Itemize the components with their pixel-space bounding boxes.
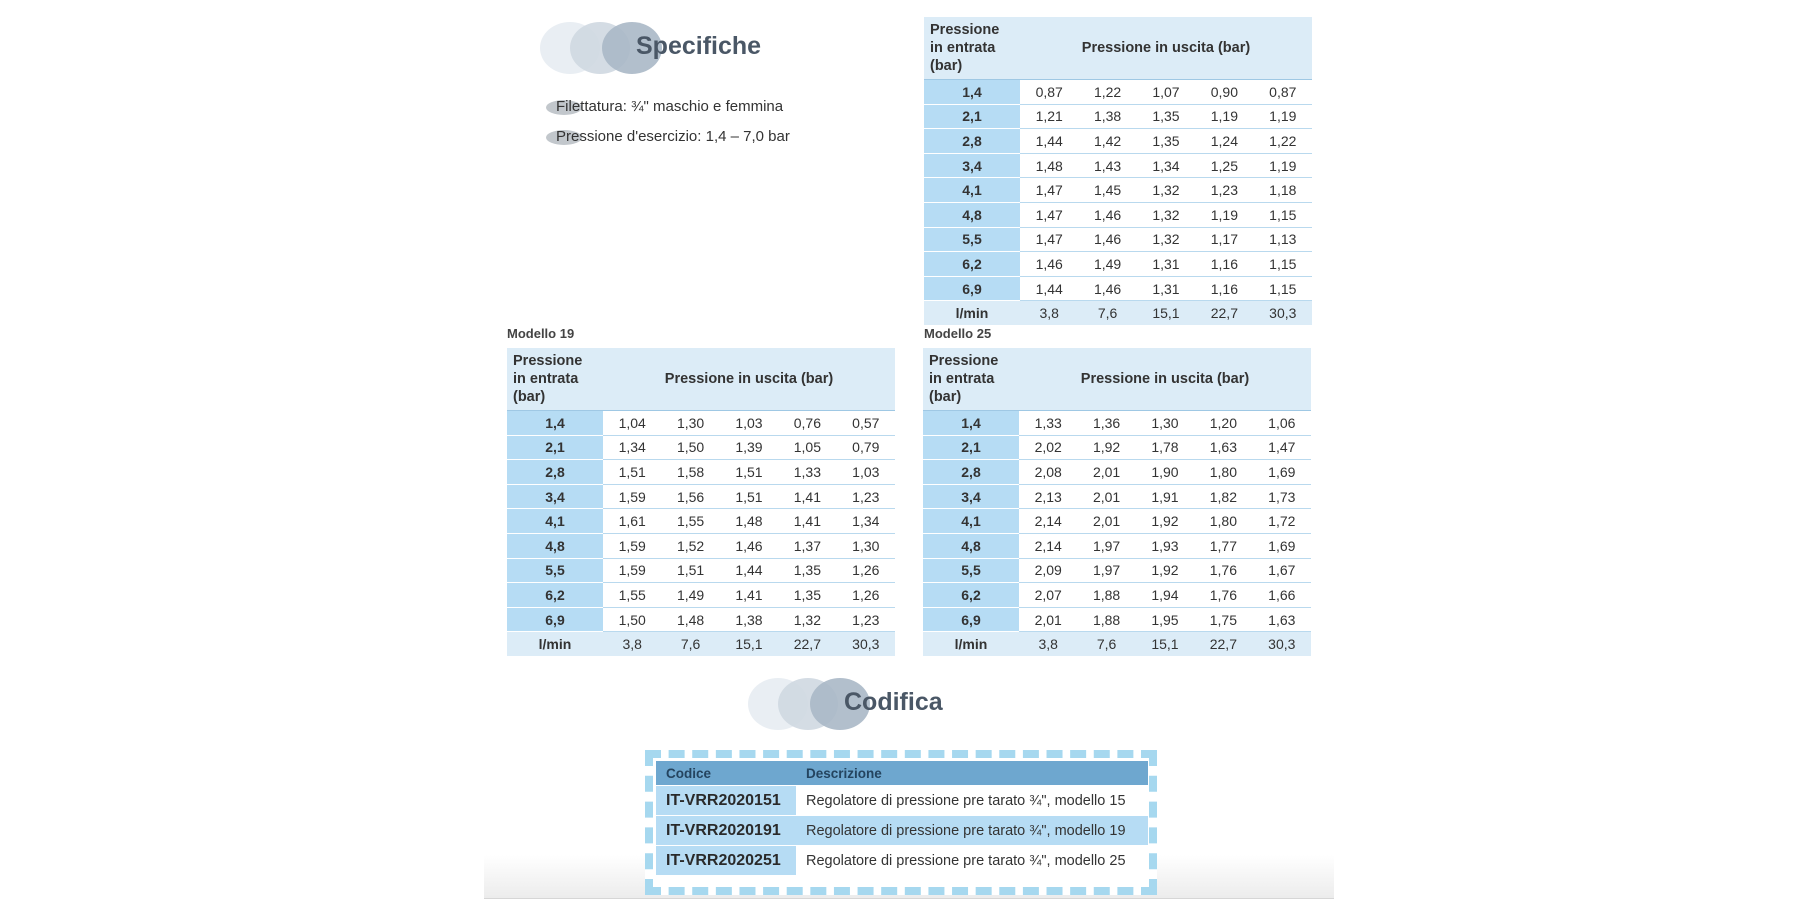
outlet-pressure-value: 1,15: [1254, 202, 1312, 227]
outlet-pressure-value: 1,19: [1195, 202, 1253, 227]
outlet-pressure-value: 1,80: [1194, 460, 1252, 485]
outlet-pressure-value: 1,13: [1254, 227, 1312, 252]
outlet-pressure-value: 2,13: [1019, 484, 1077, 509]
outlet-pressure-value: 1,46: [1078, 202, 1136, 227]
outlet-pressure-value: 1,35: [1137, 104, 1195, 129]
flow-value: 30,3: [837, 632, 895, 656]
outlet-pressure-value: 1,06: [1253, 411, 1311, 436]
outlet-pressure-value: 2,09: [1019, 558, 1077, 583]
outlet-pressure-header: Pressione in uscita (bar): [603, 348, 895, 411]
inlet-pressure-value: 2,8: [507, 460, 603, 485]
outlet-pressure-value: 1,73: [1253, 484, 1311, 509]
inlet-pressure-value: 6,2: [923, 583, 1019, 608]
product-description: Regolatore di pressione pre tarato ¾", modello 25: [796, 846, 1148, 876]
table-row: [924, 129, 1312, 154]
outlet-pressure-value: 1,38: [720, 607, 778, 632]
inlet-pressure-header: Pressione in entrata (bar): [923, 348, 1019, 411]
outlet-pressure-value: 1,59: [603, 484, 661, 509]
modello-25-label: Modello 25: [924, 326, 992, 341]
table-row: [924, 227, 1312, 252]
table-row: [923, 484, 1311, 509]
outlet-pressure-value: 1,46: [1020, 252, 1078, 277]
outlet-pressure-header: Pressione in uscita (bar): [1019, 348, 1311, 411]
outlet-pressure-value: 1,56: [661, 484, 719, 509]
outlet-pressure-value: 1,03: [720, 411, 778, 436]
outlet-pressure-value: 1,97: [1077, 533, 1135, 558]
inlet-pressure-value: 1,4: [924, 80, 1020, 105]
flow-value: 3,8: [603, 632, 661, 656]
outlet-pressure-value: 1,37: [778, 533, 836, 558]
flow-row: [507, 632, 895, 656]
outlet-pressure-value: 1,20: [1194, 411, 1252, 436]
outlet-pressure-value: 1,95: [1136, 607, 1194, 632]
product-code: IT-VRR2020151: [656, 786, 796, 816]
outlet-pressure-value: 1,97: [1077, 558, 1135, 583]
flow-value: 15,1: [1137, 301, 1195, 325]
outlet-pressure-value: 1,50: [603, 607, 661, 632]
flow-value: 3,8: [1020, 301, 1078, 325]
outlet-pressure-value: 1,31: [1137, 252, 1195, 277]
outlet-pressure-value: 1,67: [1253, 558, 1311, 583]
table-row: [507, 558, 895, 583]
flow-value: 15,1: [720, 632, 778, 656]
inlet-pressure-value: 4,8: [923, 533, 1019, 558]
outlet-pressure-value: 1,21: [1020, 104, 1078, 129]
table-row: [923, 558, 1311, 583]
outlet-pressure-value: 1,30: [837, 533, 895, 558]
outlet-pressure-value: 1,44: [1020, 276, 1078, 301]
inlet-pressure-value: 4,1: [923, 509, 1019, 534]
codifica-box: [645, 750, 1157, 895]
outlet-pressure-value: 1,50: [661, 435, 719, 460]
table-row: [924, 80, 1312, 105]
codifica-row: [656, 816, 1148, 846]
inlet-pressure-value: 3,4: [507, 484, 603, 509]
flow-value: 15,1: [1136, 632, 1194, 656]
outlet-pressure-value: 2,14: [1019, 533, 1077, 558]
outlet-pressure-value: 1,03: [837, 460, 895, 485]
inlet-pressure-value: 6,2: [507, 583, 603, 608]
inlet-pressure-value: 1,4: [923, 411, 1019, 436]
outlet-pressure-value: 1,52: [661, 533, 719, 558]
outlet-pressure-value: 1,72: [1253, 509, 1311, 534]
outlet-pressure-value: 1,35: [778, 583, 836, 608]
inlet-pressure-value: 6,9: [924, 276, 1020, 301]
outlet-pressure-value: 1,94: [1136, 583, 1194, 608]
outlet-pressure-value: 2,07: [1019, 583, 1077, 608]
pressure-table-top: [924, 17, 1312, 325]
outlet-pressure-value: 2,02: [1019, 435, 1077, 460]
outlet-pressure-value: 1,92: [1136, 509, 1194, 534]
flow-row: [923, 632, 1311, 656]
outlet-pressure-value: 1,39: [720, 435, 778, 460]
table-header-row: [924, 17, 1312, 80]
outlet-pressure-value: 1,92: [1077, 435, 1135, 460]
outlet-pressure-value: 0,57: [837, 411, 895, 436]
outlet-pressure-value: 1,82: [1194, 484, 1252, 509]
outlet-pressure-value: 1,55: [661, 509, 719, 534]
flow-label: l/min: [507, 632, 603, 656]
outlet-pressure-value: 1,75: [1194, 607, 1252, 632]
codice-column-header: Codice: [656, 761, 796, 786]
inlet-pressure-value: 2,1: [924, 104, 1020, 129]
outlet-pressure-value: 1,33: [778, 460, 836, 485]
outlet-pressure-value: 1,78: [1136, 435, 1194, 460]
outlet-pressure-value: 1,34: [1137, 153, 1195, 178]
table-row: [507, 484, 895, 509]
codifica-table: [656, 761, 1148, 875]
outlet-pressure-value: 1,63: [1253, 607, 1311, 632]
table-row: [924, 178, 1312, 203]
outlet-pressure-value: 1,04: [603, 411, 661, 436]
table-row: [923, 607, 1311, 632]
product-description: Regolatore di pressione pre tarato ¾", modello 15: [796, 786, 1148, 816]
outlet-pressure-value: 0,76: [778, 411, 836, 436]
outlet-pressure-value: 1,46: [1078, 227, 1136, 252]
outlet-pressure-value: 1,23: [1195, 178, 1253, 203]
flow-value: 22,7: [778, 632, 836, 656]
outlet-pressure-value: 1,25: [1195, 153, 1253, 178]
outlet-pressure-value: 1,47: [1020, 227, 1078, 252]
product-code: IT-VRR2020251: [656, 846, 796, 876]
outlet-pressure-value: 2,08: [1019, 460, 1077, 485]
table-header-row: [923, 348, 1311, 411]
outlet-pressure-value: 1,26: [837, 558, 895, 583]
table-row: [923, 583, 1311, 608]
outlet-pressure-value: 2,14: [1019, 509, 1077, 534]
outlet-pressure-value: 1,17: [1195, 227, 1253, 252]
product-description: Regolatore di pressione pre tarato ¾", modello 19: [796, 816, 1148, 846]
outlet-pressure-value: 1,32: [778, 607, 836, 632]
outlet-pressure-value: 1,30: [1136, 411, 1194, 436]
outlet-pressure-value: 1,59: [603, 533, 661, 558]
flow-value: 30,3: [1253, 632, 1311, 656]
outlet-pressure-value: 1,69: [1253, 533, 1311, 558]
outlet-pressure-value: 1,34: [603, 435, 661, 460]
outlet-pressure-value: 1,35: [1137, 129, 1195, 154]
table-row: [924, 276, 1312, 301]
inlet-pressure-value: 2,8: [923, 460, 1019, 485]
flow-label: l/min: [924, 301, 1020, 325]
codifica-title: Codifica: [844, 688, 943, 716]
table-row: [507, 533, 895, 558]
outlet-pressure-value: 2,01: [1077, 509, 1135, 534]
outlet-pressure-value: 1,16: [1195, 252, 1253, 277]
outlet-pressure-value: 0,79: [837, 435, 895, 460]
outlet-pressure-value: 2,01: [1077, 484, 1135, 509]
table-row: [507, 509, 895, 534]
outlet-pressure-value: 1,49: [1078, 252, 1136, 277]
codifica-row: [656, 786, 1148, 816]
outlet-pressure-value: 1,32: [1137, 227, 1195, 252]
outlet-pressure-value: 1,59: [603, 558, 661, 583]
pressure-table-modello-25: [923, 348, 1311, 656]
outlet-pressure-value: 1,35: [778, 558, 836, 583]
specs-list: [544, 96, 790, 156]
outlet-pressure-value: 1,46: [1078, 276, 1136, 301]
inlet-pressure-value: 2,1: [507, 435, 603, 460]
outlet-pressure-value: 1,22: [1254, 129, 1312, 154]
outlet-pressure-value: 1,77: [1194, 533, 1252, 558]
codifica-row: [656, 846, 1148, 876]
outlet-pressure-value: 1,41: [778, 484, 836, 509]
flow-value: 22,7: [1195, 301, 1253, 325]
outlet-pressure-value: 1,16: [1195, 276, 1253, 301]
outlet-pressure-value: 1,80: [1194, 509, 1252, 534]
outlet-pressure-value: 1,23: [837, 607, 895, 632]
inlet-pressure-value: 6,9: [507, 607, 603, 632]
outlet-pressure-value: 1,44: [1020, 129, 1078, 154]
modello-19-label: Modello 19: [507, 326, 575, 341]
outlet-pressure-value: 1,19: [1195, 104, 1253, 129]
outlet-pressure-value: 2,01: [1077, 460, 1135, 485]
inlet-pressure-value: 6,2: [924, 252, 1020, 277]
flow-row: [924, 301, 1312, 325]
inlet-pressure-value: 1,4: [507, 411, 603, 436]
inlet-pressure-value: 4,8: [924, 202, 1020, 227]
inlet-pressure-value: 2,8: [924, 129, 1020, 154]
flow-value: 3,8: [1019, 632, 1077, 656]
table-row: [923, 460, 1311, 485]
inlet-pressure-value: 4,8: [507, 533, 603, 558]
outlet-pressure-value: 1,46: [720, 533, 778, 558]
outlet-pressure-value: 1,58: [661, 460, 719, 485]
outlet-pressure-value: 1,76: [1194, 558, 1252, 583]
outlet-pressure-value: 1,47: [1020, 202, 1078, 227]
outlet-pressure-value: 2,01: [1019, 607, 1077, 632]
table-row: [507, 583, 895, 608]
outlet-pressure-value: 0,90: [1195, 80, 1253, 105]
descrizione-column-header: Descrizione: [796, 761, 1148, 786]
outlet-pressure-value: 1,32: [1137, 202, 1195, 227]
outlet-pressure-value: 1,51: [720, 460, 778, 485]
outlet-pressure-value: 1,47: [1253, 435, 1311, 460]
outlet-pressure-value: 1,33: [1019, 411, 1077, 436]
outlet-pressure-value: 1,15: [1254, 276, 1312, 301]
inlet-pressure-header: Pressione in entrata (bar): [924, 17, 1020, 80]
outlet-pressure-value: 1,51: [603, 460, 661, 485]
inlet-pressure-value: 2,1: [923, 435, 1019, 460]
outlet-pressure-value: 1,38: [1078, 104, 1136, 129]
pressure-table-modello-19: [507, 348, 895, 656]
inlet-pressure-header: Pressione in entrata (bar): [507, 348, 603, 411]
outlet-pressure-value: 1,42: [1078, 129, 1136, 154]
outlet-pressure-value: 1,23: [837, 484, 895, 509]
outlet-pressure-value: 1,24: [1195, 129, 1253, 154]
flow-label: l/min: [923, 632, 1019, 656]
table-row: [507, 607, 895, 632]
outlet-pressure-value: 1,63: [1194, 435, 1252, 460]
flow-value: 30,3: [1254, 301, 1312, 325]
outlet-pressure-value: 1,48: [720, 509, 778, 534]
spec-text: Filettatura: ¾" maschio e femmina: [556, 98, 784, 115]
outlet-pressure-value: 1,31: [1137, 276, 1195, 301]
inlet-pressure-value: 4,1: [924, 178, 1020, 203]
outlet-pressure-value: 0,87: [1254, 80, 1312, 105]
outlet-pressure-value: 1,30: [661, 411, 719, 436]
outlet-pressure-value: 1,69: [1253, 460, 1311, 485]
outlet-pressure-value: 1,48: [661, 607, 719, 632]
table-row: [924, 252, 1312, 277]
table-row: [924, 104, 1312, 129]
outlet-pressure-value: 1,91: [1136, 484, 1194, 509]
inlet-pressure-value: 3,4: [923, 484, 1019, 509]
outlet-pressure-value: 1,66: [1253, 583, 1311, 608]
table-row: [923, 509, 1311, 534]
table-header-row: [507, 348, 895, 411]
outlet-pressure-value: 1,45: [1078, 178, 1136, 203]
outlet-pressure-value: 1,55: [603, 583, 661, 608]
outlet-pressure-value: 1,44: [720, 558, 778, 583]
inlet-pressure-value: 6,9: [923, 607, 1019, 632]
outlet-pressure-value: 1,32: [1137, 178, 1195, 203]
outlet-pressure-value: 1,51: [720, 484, 778, 509]
spec-item: [544, 96, 790, 126]
outlet-pressure-value: 1,22: [1078, 80, 1136, 105]
table-row: [924, 153, 1312, 178]
outlet-pressure-value: 1,19: [1254, 153, 1312, 178]
outlet-pressure-value: 1,05: [778, 435, 836, 460]
table-row: [507, 411, 895, 436]
outlet-pressure-value: 1,36: [1077, 411, 1135, 436]
product-code: IT-VRR2020191: [656, 816, 796, 846]
table-row: [924, 202, 1312, 227]
outlet-pressure-value: 1,26: [837, 583, 895, 608]
outlet-pressure-value: 1,07: [1137, 80, 1195, 105]
inlet-pressure-value: 5,5: [923, 558, 1019, 583]
flow-value: 7,6: [661, 632, 719, 656]
outlet-pressure-value: 1,48: [1020, 153, 1078, 178]
outlet-pressure-header: Pressione in uscita (bar): [1020, 17, 1312, 80]
outlet-pressure-value: 0,87: [1020, 80, 1078, 105]
outlet-pressure-value: 1,61: [603, 509, 661, 534]
table-row: [923, 411, 1311, 436]
outlet-pressure-value: 1,88: [1077, 583, 1135, 608]
outlet-pressure-value: 1,41: [720, 583, 778, 608]
outlet-pressure-value: 1,34: [837, 509, 895, 534]
table-row: [507, 435, 895, 460]
outlet-pressure-value: 1,90: [1136, 460, 1194, 485]
codifica-heading: [748, 678, 1008, 738]
outlet-pressure-value: 1,49: [661, 583, 719, 608]
spec-text: Pressione d'esercizio: 1,4 – 7,0 bar: [556, 128, 790, 145]
flow-value: 7,6: [1077, 632, 1135, 656]
outlet-pressure-value: 1,51: [661, 558, 719, 583]
outlet-pressure-value: 1,92: [1136, 558, 1194, 583]
inlet-pressure-value: 4,1: [507, 509, 603, 534]
outlet-pressure-value: 1,15: [1254, 252, 1312, 277]
outlet-pressure-value: 1,76: [1194, 583, 1252, 608]
outlet-pressure-value: 1,19: [1254, 104, 1312, 129]
table-row: [923, 533, 1311, 558]
inlet-pressure-value: 5,5: [924, 227, 1020, 252]
outlet-pressure-value: 1,41: [778, 509, 836, 534]
flow-value: 7,6: [1078, 301, 1136, 325]
specifiche-heading: [540, 22, 800, 82]
spec-item: [544, 126, 790, 156]
table-row: [923, 435, 1311, 460]
table-row: [507, 460, 895, 485]
outlet-pressure-value: 1,18: [1254, 178, 1312, 203]
outlet-pressure-value: 1,88: [1077, 607, 1135, 632]
outlet-pressure-value: 1,43: [1078, 153, 1136, 178]
inlet-pressure-value: 3,4: [924, 153, 1020, 178]
specifiche-title: Specifiche: [636, 32, 762, 60]
outlet-pressure-value: 1,47: [1020, 178, 1078, 203]
codifica-header-row: [656, 761, 1148, 786]
flow-value: 22,7: [1194, 632, 1252, 656]
outlet-pressure-value: 1,93: [1136, 533, 1194, 558]
inlet-pressure-value: 5,5: [507, 558, 603, 583]
